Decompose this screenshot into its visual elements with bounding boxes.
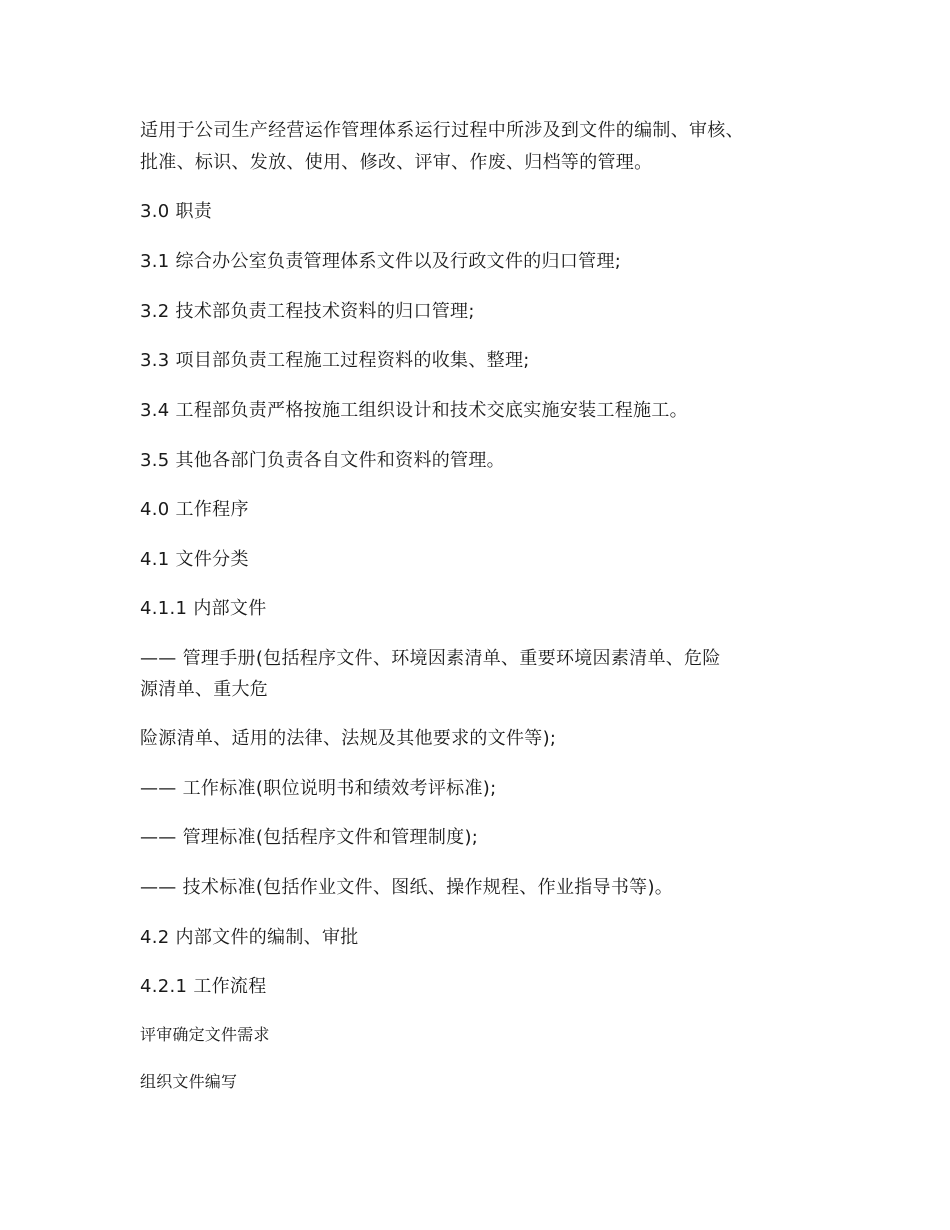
heading-4-1-1: 4.1.1 内部文件 [140, 598, 267, 619]
heading-4-2: 4.2 内部文件的编制、审批 [140, 927, 359, 948]
paragraph-scope-line-1: 适用于公司生产经营运作管理体系运行过程中所涉及到文件的编制、审核、 [140, 120, 744, 141]
list-item-technical-standard: —— 技术标准(包括作业文件、图纸、操作规程、作业指导书等)。 [140, 877, 674, 898]
heading-4-1: 4.1 文件分类 [140, 549, 249, 570]
item-3-2: 3.2 技术部负责工程技术资料的归口管理; [140, 301, 475, 322]
list-item-manual-line-3: 险源清单、适用的法律、法规及其他要求的文件等); [140, 728, 557, 749]
list-item-management-standard: —— 管理标准(包括程序文件和管理制度); [140, 827, 479, 848]
list-item-work-standard: —— 工作标准(职位说明书和绩效考评标准); [140, 778, 497, 799]
list-item-manual-line-1: —— 管理手册(包括程序文件、环境因素清单、重要环境因素清单、危险 [140, 648, 721, 669]
paragraph-scope-line-2: 批准、标识、发放、使用、修改、评审、作废、归档等的管理。 [140, 152, 653, 173]
item-3-4: 3.4 工程部负责严格按施工组织设计和技术交底实施安装工程施工。 [140, 400, 688, 421]
heading-4-2-1: 4.2.1 工作流程 [140, 976, 267, 997]
heading-4-0: 4.0 工作程序 [140, 499, 249, 520]
flow-step-review-needs: 评审确定文件需求 [140, 1025, 270, 1044]
item-3-5: 3.5 其他各部门负责各自文件和资料的管理。 [140, 450, 505, 471]
item-3-1: 3.1 综合办公室负责管理体系文件以及行政文件的归口管理; [140, 251, 622, 272]
flow-step-organize-writing: 组织文件编写 [140, 1072, 238, 1091]
heading-3-0: 3.0 职责 [140, 201, 213, 222]
list-item-manual-line-2: 源清单、重大危 [140, 679, 269, 700]
item-3-3: 3.3 项目部负责工程施工过程资料的收集、整理; [140, 350, 530, 371]
